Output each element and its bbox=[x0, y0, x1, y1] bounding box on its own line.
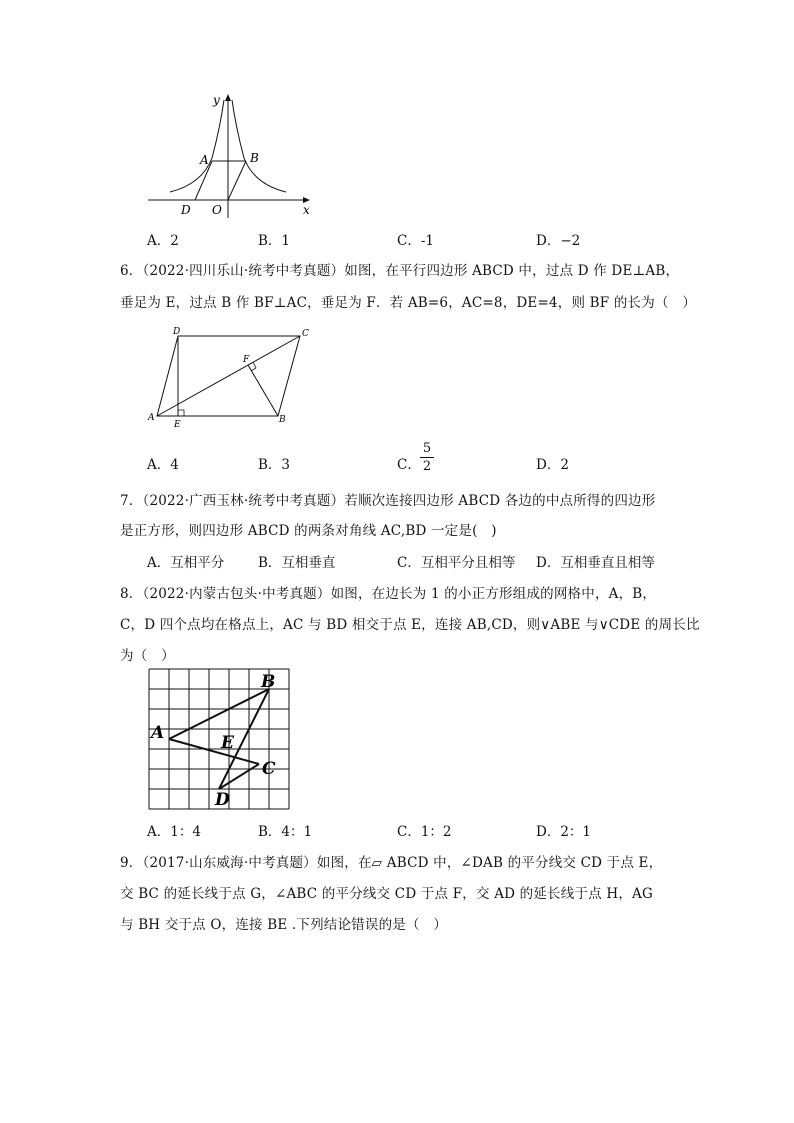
point-label-a: A bbox=[200, 153, 209, 167]
x-axis-label: x bbox=[303, 203, 310, 217]
q5-option-b[interactable]: B．1 bbox=[258, 233, 291, 249]
q8-stem-line2: C，D 四个点均在格点上，AC 与 BD 相交于点 E，连接 AB,CD，则∨ABE 与∨CDE 的周长比 bbox=[120, 617, 700, 633]
q7-option-b[interactable]: B．互相垂直 bbox=[258, 555, 336, 571]
q8-stem-line3: 为（ ） bbox=[120, 648, 175, 664]
q8-option-d[interactable]: D．2：1 bbox=[536, 824, 592, 840]
q8-option-b[interactable]: B．4：1 bbox=[258, 824, 313, 840]
point-label-c: C bbox=[302, 329, 309, 339]
point-label-a: A bbox=[151, 723, 165, 743]
q6-option-d[interactable]: D．2 bbox=[536, 457, 569, 473]
point-label-b: B bbox=[261, 672, 276, 692]
q6-stem-line1: 6．（2022·四川乐山·统考中考真题）如图，在平行四边形 ABCD 中，过点 D 作 DE⊥AB， bbox=[120, 263, 680, 279]
point-label-d: D bbox=[215, 790, 230, 810]
q9-stem-line2: 交 BC 的延长线于点 G，∠ABC 的平分线交 CD 于点 F，交 AD 的延长线于点 H，AG bbox=[120, 886, 653, 902]
q7-stem-line2: 是正方形，则四边形 ABCD 的两条对角线 AC,BD 一定是( ) bbox=[120, 523, 497, 539]
q9-stem-line1: 9．（2017·山东威海·中考真题）如图，在▱ ABCD 中，∠DAB 的平分线交 CD 于点 E， bbox=[120, 855, 663, 871]
q5-option-c[interactable]: C．-1 bbox=[397, 233, 434, 249]
q9-stem-line3: 与 BH 交于点 O，连接 BE .下列结论错误的是（ ） bbox=[120, 917, 448, 933]
q6-stem-line2: 垂足为 E，过点 B 作 BF⊥AC，垂足为 F．若 AB=6，AC=8，DE=4，则 BF 的长为（ ） bbox=[120, 295, 697, 311]
fraction-denominator: 2 bbox=[422, 459, 432, 474]
y-axis-label: y bbox=[213, 93, 220, 107]
q6-option-c-prefix: C． bbox=[397, 457, 421, 473]
q7-option-d[interactable]: D．互相垂直且相等 bbox=[536, 555, 655, 571]
point-label-b: B bbox=[279, 415, 286, 425]
figure-grid bbox=[145, 665, 290, 810]
q8-option-a[interactable]: A．1：4 bbox=[147, 824, 201, 840]
q6-option-c[interactable] bbox=[397, 453, 421, 473]
q8-stem-line1: 8．（2022·内蒙古包头·中考真题）如图，在边长为 1 的小正方形组成的网格中，A，B， bbox=[120, 586, 657, 602]
point-label-e: E bbox=[221, 733, 234, 753]
point-label-o: O bbox=[212, 203, 222, 217]
q7-option-c[interactable]: C．互相平分且相等 bbox=[397, 555, 516, 571]
q6-option-b[interactable]: B．3 bbox=[258, 457, 291, 473]
q6-option-c-fraction bbox=[420, 441, 434, 474]
fraction-numerator: 5 bbox=[422, 441, 432, 456]
q6-option-a[interactable]: A．4 bbox=[147, 457, 179, 473]
point-label-d: D bbox=[173, 327, 181, 337]
point-label-c: C bbox=[262, 759, 276, 779]
q7-option-a[interactable]: A．互相平分 bbox=[147, 555, 225, 571]
figure-hyperbola bbox=[140, 88, 320, 223]
point-label-d: D bbox=[181, 203, 191, 217]
q5-option-d[interactable]: D．−2 bbox=[536, 233, 581, 249]
q7-stem-line1: 7．（2022·广西玉林·统考中考真题）若顺次连接四边形 ABCD 各边的中点所得的四边形 bbox=[120, 493, 656, 509]
figure-parallelogram bbox=[145, 322, 315, 434]
point-label-e: E bbox=[174, 420, 181, 430]
point-label-b: B bbox=[250, 151, 259, 165]
q8-option-c[interactable]: C．1：2 bbox=[397, 824, 452, 840]
q5-option-a[interactable]: A．2 bbox=[147, 233, 179, 249]
point-label-f: F bbox=[243, 355, 250, 365]
point-label-a: A bbox=[148, 413, 155, 423]
